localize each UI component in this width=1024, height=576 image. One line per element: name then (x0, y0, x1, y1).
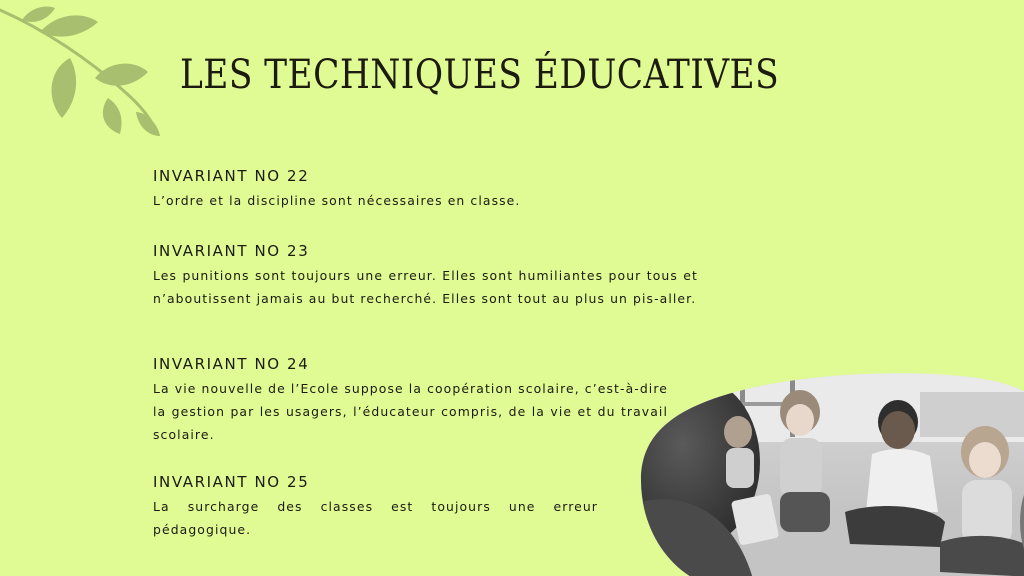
invariant-block-22 (153, 167, 698, 212)
classroom-children-photo (640, 372, 1024, 576)
invariant-text: La vie nouvelle de l’Ecole suppose la coopération scolaire, c’est-à-dire la gestion par les usagers, l’éducateur compris, de la vie et du travail scolaire. (153, 381, 668, 442)
invariant-text: La surcharge des classes est toujours une erreur pédagogique. (153, 499, 598, 537)
invariant-heading: INVARIANT NO 25 (153, 473, 310, 491)
invariant-heading: INVARIANT NO 23 (153, 242, 310, 260)
invariant-heading: INVARIANT NO 22 (153, 167, 310, 185)
page-title: LES TECHNIQUES ÉDUCATIVES (180, 52, 780, 98)
invariant-block-23 (153, 242, 698, 310)
invariant-block-24 (153, 355, 668, 446)
invariant-block-25 (153, 473, 598, 541)
leaf-branch-icon (0, 0, 170, 145)
invariant-text: L’ordre et la discipline sont nécessaires en classe. (153, 193, 521, 208)
invariant-heading: INVARIANT NO 24 (153, 355, 310, 373)
invariant-text: Les punitions sont toujours une erreur. Elles sont humiliantes pour tous et n’aboutissent jamais au but recherché. Elles sont tout au plus un pis-aller. (153, 268, 698, 306)
